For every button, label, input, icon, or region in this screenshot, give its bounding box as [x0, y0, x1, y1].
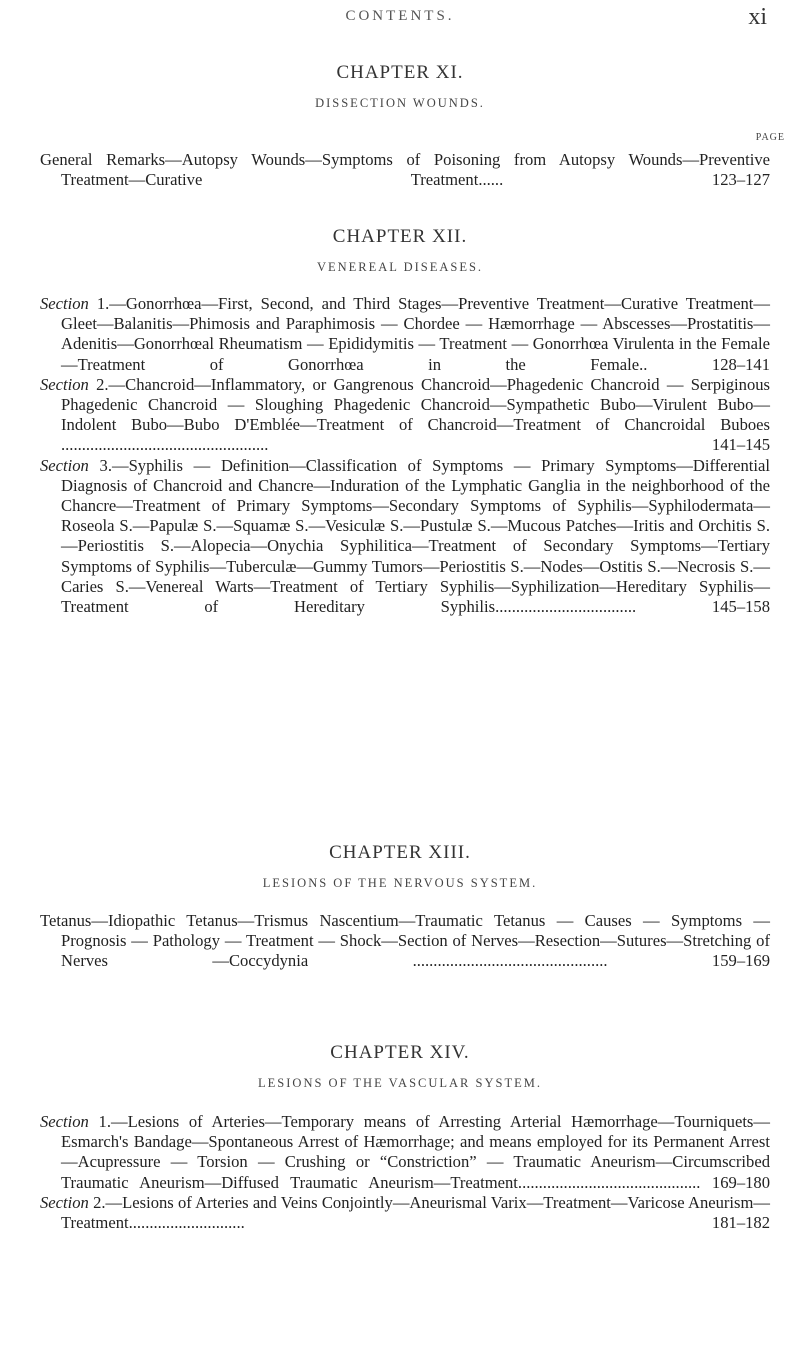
chapter-subtitle: LESIONS OF THE NERVOUS SYSTEM. [262, 876, 538, 890]
chapter-xiv-heading [0, 1042, 800, 1091]
toc-entry: Section 1.—Lesions of Arteries—Temporary means of Arresting Arterial Hæmorrhage—Tourniquets—Esmarch's Bandage—Spontaneous Arrest of Hæmorrhage; and means employed for its Permanent Arrest—Acupressure — Torsion — Crushing or “Constriction” — Traumatic Aneurism—Circumscribed Traumatic Aneurism—Diffused Traumatic Aneurism—Treatment............................................ 169–180 [40, 1112, 770, 1192]
page-number: xi [748, 4, 767, 30]
chapter-xi-entries [40, 150, 770, 190]
chapter-xi-heading [0, 62, 800, 111]
toc-entry: Section 2.—Chancroid—Inflammatory, or Gangrenous Chancroid—Phagedenic Chancroid — Serpiginous Phagedenic Chancroid — Sloughing Phagedenic Chancroid—Sympathetic Bubo—Virulent Bubo—Indolent Bubo—Bubo D'Emblée—Treatment of Chancroid—Treatment of Chancroidal Buboes .................................................. 141–145 [40, 374, 770, 455]
running-head [0, 6, 800, 36]
chapter-subtitle: VENEREAL DISEASES. [316, 260, 484, 274]
chapter-xii-heading [0, 226, 800, 275]
chapter-title: CHAPTER XIV. [330, 1042, 470, 1063]
running-title: CONTENTS. [345, 8, 455, 24]
toc-entry: Section 3.—Syphilis — Definition—Classification of Symptoms — Primary Symptoms—Differential Diagnosis of Chancroid and Chancre—Induration of the Lymphatic Ganglia in the neighborhood of the Chancre—Treatment of Primary Symptoms—Secondary Symptoms of Syphilis—Syphilodermata—Roseola S.—Papulæ S.—Squamæ S.—Vesiculæ S.—Pustulæ S.—Mucous Patches—Iritis and Orchitis S.—Periostitis S.—Alopecia—Onychia Syphilitica—Treatment of Secondary Symptoms—Tertiary Symptoms of Syphilis—Tuberculæ—Gummy Tumors—Periostitis S.—Nodes—Ostitis S.—Necrosis S.—Caries S.—Venereal Warts—Treatment of Tertiary Syphilis—Syphilization—Hereditary Syphilis—Treatment of Hereditary Syphilis.................................. 145–158 [40, 455, 770, 617]
page-range: 159–169 [711, 951, 770, 971]
chapter-xii-entries [40, 294, 770, 617]
page-range: 145–158 [711, 597, 770, 617]
toc-entry: Section 1.—Gonorrhœa—First, Second, and Third Stages—Preventive Treatment—Curative Treatment—Gleet—Balanitis—Phimosis and Paraphimosis — Chordee — Hæmorrhage — Abscesses—Prostatitis—Adenitis—Gonorrhœal Rheumatism — Epididymitis — Treatment — Gonorrhœa Virulenta in the Female—Treatment of Gonorrhœa in the Female.. 128–141 [40, 294, 770, 374]
chapter-xiii-entries [40, 911, 770, 972]
chapter-title: CHAPTER XIII. [329, 842, 471, 863]
page-range: 169–180 [711, 1172, 770, 1192]
toc-entry: General Remarks—Autopsy Wounds—Symptoms of Poisoning from Autopsy Wounds—Preventive Treatment—Curative Treatment...... 123–127 [40, 150, 770, 190]
chapter-title: CHAPTER XII. [332, 226, 468, 247]
chapter-subtitle: DISSECTION WOUNDS. [315, 96, 485, 110]
toc-entry: Tetanus—Idiopathic Tetanus—Trismus Nascentium—Traumatic Tetanus — Causes — Symptoms — Prognosis — Pathology — Treatment — Shock—Section of Nerves—Resection—Sutures—Stretching of Nerves —Coccydynia ............................................... 159–169 [40, 911, 770, 971]
chapter-xiv-entries [40, 1112, 770, 1233]
page-range: 128–141 [711, 354, 770, 374]
chapter-subtitle: LESIONS OF THE VASCULAR SYSTEM. [258, 1076, 542, 1090]
chapter-xiii-heading [0, 842, 800, 891]
toc-entry: Section 2.—Lesions of Arteries and Veins Conjointly—Aneurismal Varix—Treatment—Varicose Aneurism—Treatment............................ 181–182 [40, 1192, 770, 1233]
page-range: 181–182 [711, 1213, 770, 1233]
page-range: 141–145 [711, 435, 770, 455]
chapter-title: CHAPTER XI. [336, 62, 464, 83]
page-column-label: PAGE [755, 132, 785, 143]
page-range: 123–127 [711, 170, 770, 190]
